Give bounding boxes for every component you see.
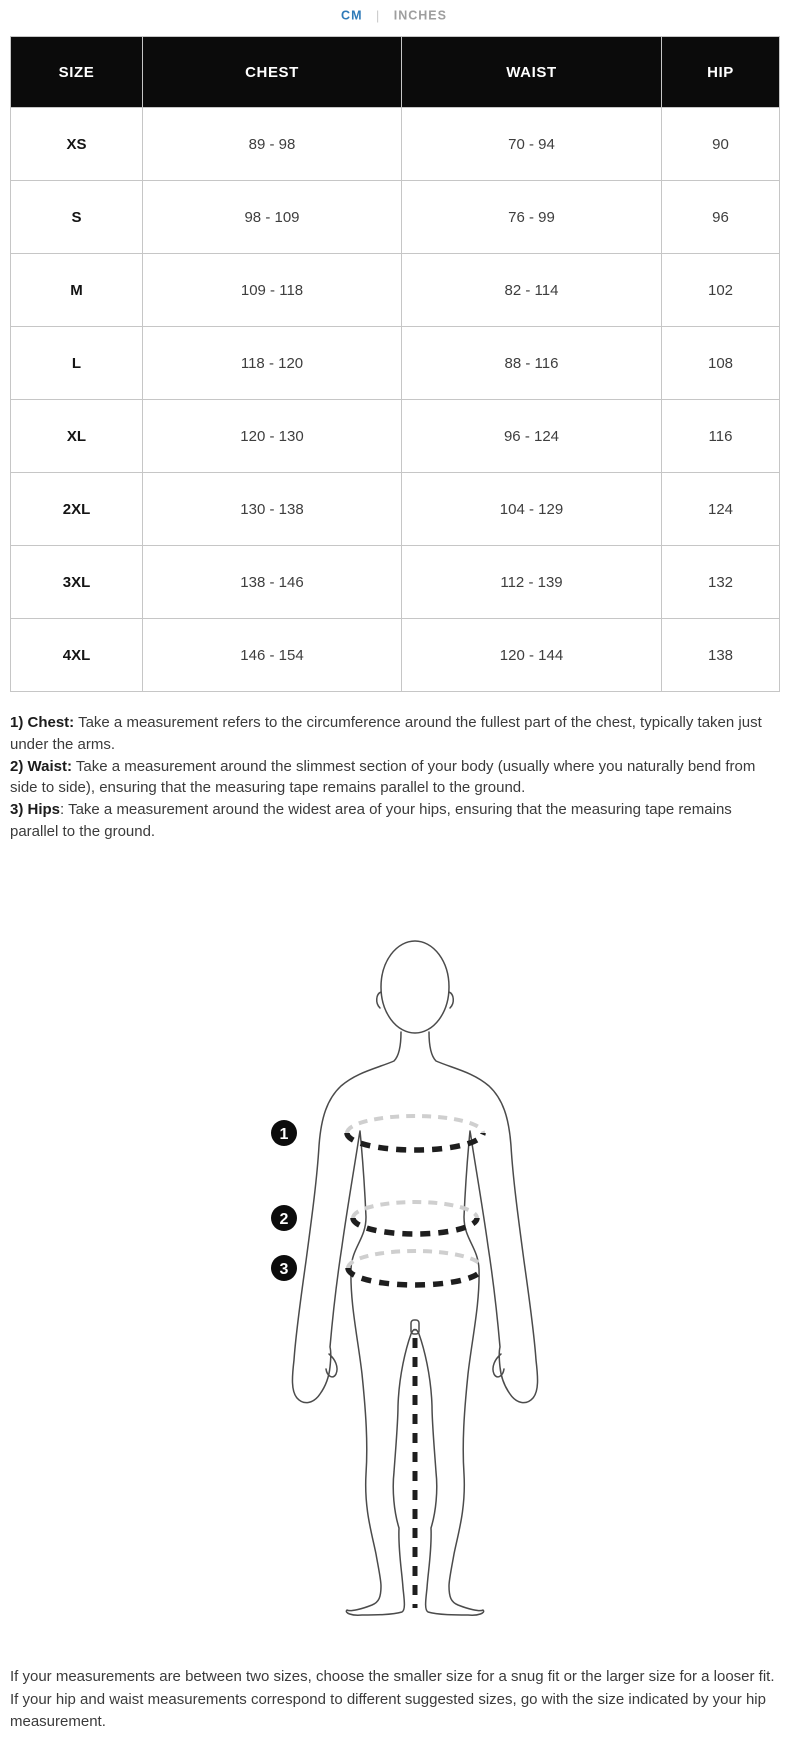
chest-cell: 89 - 98 (143, 108, 402, 181)
size-cell: 2XL (11, 473, 143, 546)
column-header-size: SIZE (11, 37, 143, 108)
measurement-notes (10, 712, 772, 843)
hip-cell: 108 (662, 327, 780, 400)
unit-toggle (0, 8, 788, 23)
table-row (11, 400, 780, 473)
chest-ellipse-back (347, 1116, 483, 1133)
chest-cell: 130 - 138 (143, 473, 402, 546)
waist-cell: 82 - 114 (402, 254, 662, 327)
waist-ellipse-back (353, 1202, 477, 1218)
measurement-ellipses (347, 1116, 483, 1608)
table-row (11, 546, 780, 619)
chest-cell: 118 - 120 (143, 327, 402, 400)
hip-cell: 102 (662, 254, 780, 327)
chest-ellipse-front (347, 1133, 483, 1150)
left-thumb (326, 1354, 337, 1377)
table-row (11, 619, 780, 692)
size-cell: 3XL (11, 546, 143, 619)
table-row (11, 108, 780, 181)
table-row (11, 254, 780, 327)
size-cell: S (11, 181, 143, 254)
table-row (11, 473, 780, 546)
marker-2-number: 2 (279, 1211, 289, 1228)
note-item-chest (10, 712, 772, 756)
chest-cell: 138 - 146 (143, 546, 402, 619)
unit-toggle-divider: | (375, 8, 381, 23)
note-text: Take a measurement refers to the circumference around the fullest part of the chest, typically taken just under the arms. (10, 714, 762, 753)
waist-cell: 120 - 144 (402, 619, 662, 692)
note-label: 3) Hips (10, 801, 61, 819)
chest-cell: 98 - 109 (143, 181, 402, 254)
right-ear (449, 992, 453, 1008)
size-cell: XL (11, 400, 143, 473)
hip-cell: 96 (662, 181, 780, 254)
left-ear (377, 992, 381, 1008)
waist-cell: 88 - 116 (402, 327, 662, 400)
head-outline (381, 941, 449, 1033)
hip-cell: 90 (662, 108, 780, 181)
chest-cell: 109 - 118 (143, 254, 402, 327)
chest-cell: 120 - 130 (143, 400, 402, 473)
column-header-chest: CHEST (143, 37, 402, 108)
unit-option-inches[interactable]: INCHES (393, 8, 447, 23)
note-text: : Take a measurement around the widest area of your hips, ensuring that the measuring tape remains parallel to the ground. (10, 801, 732, 840)
unit-option-cm[interactable]: CM (341, 8, 363, 23)
table-row (11, 327, 780, 400)
column-header-hip: HIP (662, 37, 780, 108)
size-cell: XS (11, 108, 143, 181)
hip-cell: 132 (662, 546, 780, 619)
diagram-markers (271, 1120, 297, 1281)
table-row (11, 181, 780, 254)
body-diagram (0, 860, 788, 1650)
note-label: 1) Chest: (10, 714, 75, 731)
chest-cell: 146 - 154 (143, 619, 402, 692)
body-outline-right (415, 1032, 538, 1615)
column-header-waist: WAIST (402, 37, 662, 108)
hip-ellipse-back (348, 1251, 482, 1268)
table-header-row (11, 37, 780, 108)
size-cell: M (11, 254, 143, 327)
waist-ellipse-front (353, 1218, 477, 1234)
marker-1-number: 1 (279, 1126, 289, 1143)
hip-cell: 124 (662, 473, 780, 546)
note-item-hips (10, 799, 772, 843)
footer-note: If your measurements are between two sizes, choose the smaller size for a snug fit or the larger size for a looser fit. If your hip and waist measurements correspond to different suggested sizes, go with the size indicated by your hip measurement. (10, 1668, 775, 1730)
hip-ellipse-front (348, 1268, 482, 1285)
hip-cell: 138 (662, 619, 780, 692)
note-label: 2) Waist: (10, 757, 72, 775)
waist-cell: 96 - 124 (402, 400, 662, 473)
waist-cell: 70 - 94 (402, 108, 662, 181)
waist-cell: 112 - 139 (402, 546, 662, 619)
note-text: Take a measurement around the slimmest section of your body (usually where you naturally bend from side to side), ensuring that the measuring tape remains parallel to the ground. (10, 757, 756, 797)
size-cell: L (11, 327, 143, 400)
waist-cell: 76 - 99 (402, 181, 662, 254)
marker-3-number: 3 (279, 1261, 289, 1278)
note-item-waist (10, 756, 772, 800)
size-table (10, 36, 780, 692)
hip-cell: 116 (662, 400, 780, 473)
waist-cell: 104 - 129 (402, 473, 662, 546)
body-outline-left (292, 1032, 415, 1615)
size-cell: 4XL (11, 619, 143, 692)
